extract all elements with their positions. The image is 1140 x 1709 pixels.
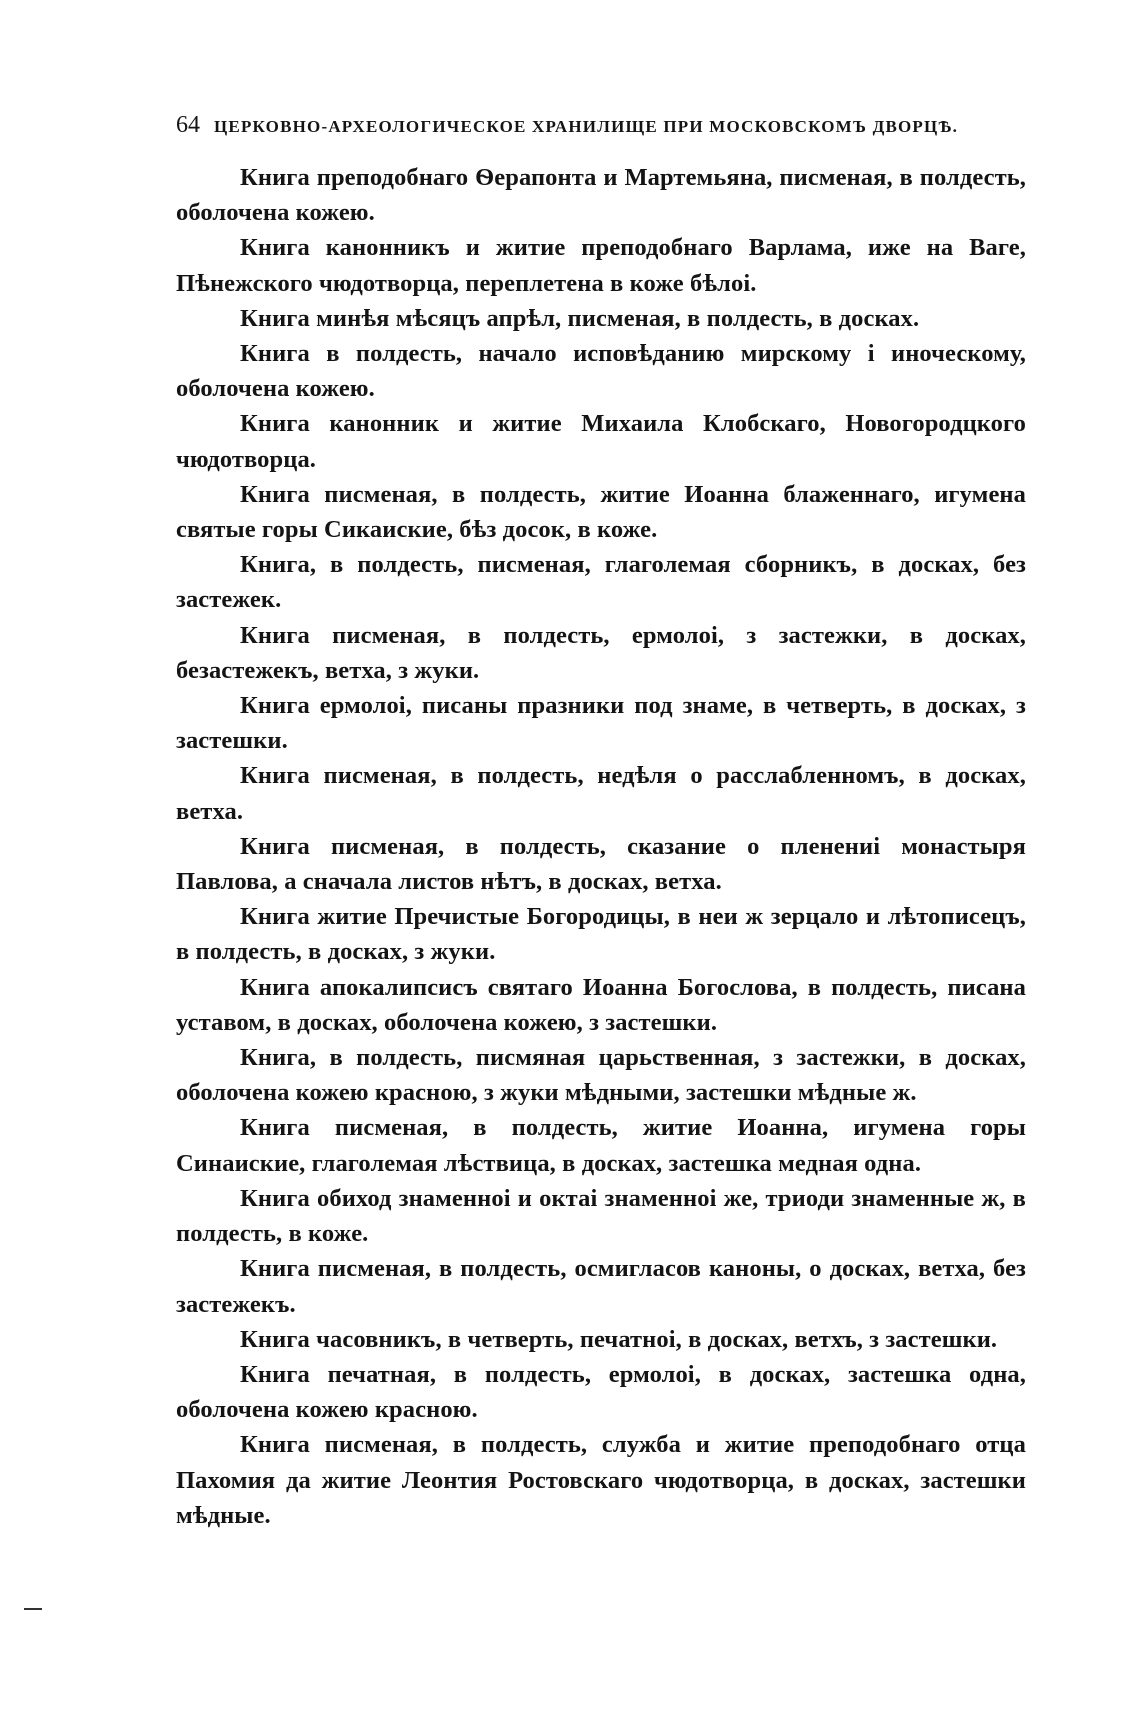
entry: Книга канонник и житие Михаила Клобскаго, Новогородцкого чюдотворца. <box>176 410 1026 473</box>
margin-mark <box>24 1608 42 1610</box>
entry-list <box>176 160 1026 1533</box>
entry: Книга ермолоі, писаны празники под знаме, в четверть, в досках, з застешки. <box>176 692 1026 755</box>
entry: Книга апокалипсисъ святаго Иоанна Богослова, в полдесть, писана уставом, в досках, оболочена кожею, з застешки. <box>176 973 1026 1036</box>
page-number: 64 <box>176 112 200 138</box>
entry: Книга в полдесть, начало исповѣданию мирскому і иноческому, оболочена кожею. <box>176 340 1026 403</box>
entry: Книга писменая, в полдесть, житие Иоанна, игумена горы Синаиские, глаголемая лѣствица, в досках, застешка медная одна. <box>176 1114 1026 1177</box>
entry: Книга обиход знаменноі и октаі знаменноі же, триоди знаменные ж, в полдесть, в коже. <box>176 1184 1026 1248</box>
entry: Книга, в полдесть, писменая, глаголемая сборникъ, в досках, без застежек. <box>176 551 1026 614</box>
entry: Книга писменая, в полдесть, сказание о пленениі монастыря Павлова, а сначала листов нѣтъ, в досках, ветха. <box>176 832 1026 896</box>
entry: Книга писменая, в полдесть, недѣля о расслабленномъ, в досках, ветха. <box>176 762 1026 825</box>
entry: Книга писменая, в полдесть, ермолоі, з застежки, в досках, безастежекъ, ветха, з жуки. <box>176 621 1026 684</box>
entry: Книга житие Пречистые Богородицы, в неи ж зерцало и лѣтописецъ, в полдесть, в досках, з жуки. <box>176 903 1026 966</box>
entry: Книга писменая, в полдесть, служба и житие преподобнаго отца Пахомия да житие Леонтия Ростовскаго чюдотворца, в досках, застешки мѣдные. <box>176 1431 1026 1529</box>
running-title: ЦЕРКОВНО-АРХЕОЛОГИЧЕСКОЕ ХРАНИЛИЩЕ ПРИ МОСКОВСКОМЪ ДВОРЦѢ. <box>214 117 959 136</box>
entry: Книга печатная, в полдесть, ермолоі, в досках, застешка одна, оболочена кожею красною. <box>176 1360 1026 1424</box>
page-header <box>176 112 1026 142</box>
entry: Книга минѣя мѣсяцъ апрѣл, писменая, в полдесть, в досках. <box>240 304 920 332</box>
entry: Книга канонникъ и житие преподобнаго Варлама, иже на Ваге, Пѣнежского чюдотворца, переплетена в коже бѣлоі. <box>176 234 1026 297</box>
entry: Книга писменая, в полдесть, житие Иоанна блаженнаго, игумена святые горы Сикаиские, бѣз досок, в коже. <box>176 480 1026 544</box>
entry: Книга часовникъ, в четверть, печатноі, в досках, ветхъ, з застешки. <box>240 1325 998 1353</box>
entry: Книга писменая, в полдесть, осмигласов каноны, о досках, ветха, без застежекъ. <box>176 1255 1026 1318</box>
entry: Книга преподобнаго Ѳерапонта и Мартемьяна, писменая, в полдесть, оболочена кожею. <box>176 164 1026 227</box>
entry: Книга, в полдесть, писмяная царьственная, з застежки, в досках, оболочена кожею красною, з жуки мѣдными, застешки мѣдные ж. <box>176 1044 1026 1107</box>
